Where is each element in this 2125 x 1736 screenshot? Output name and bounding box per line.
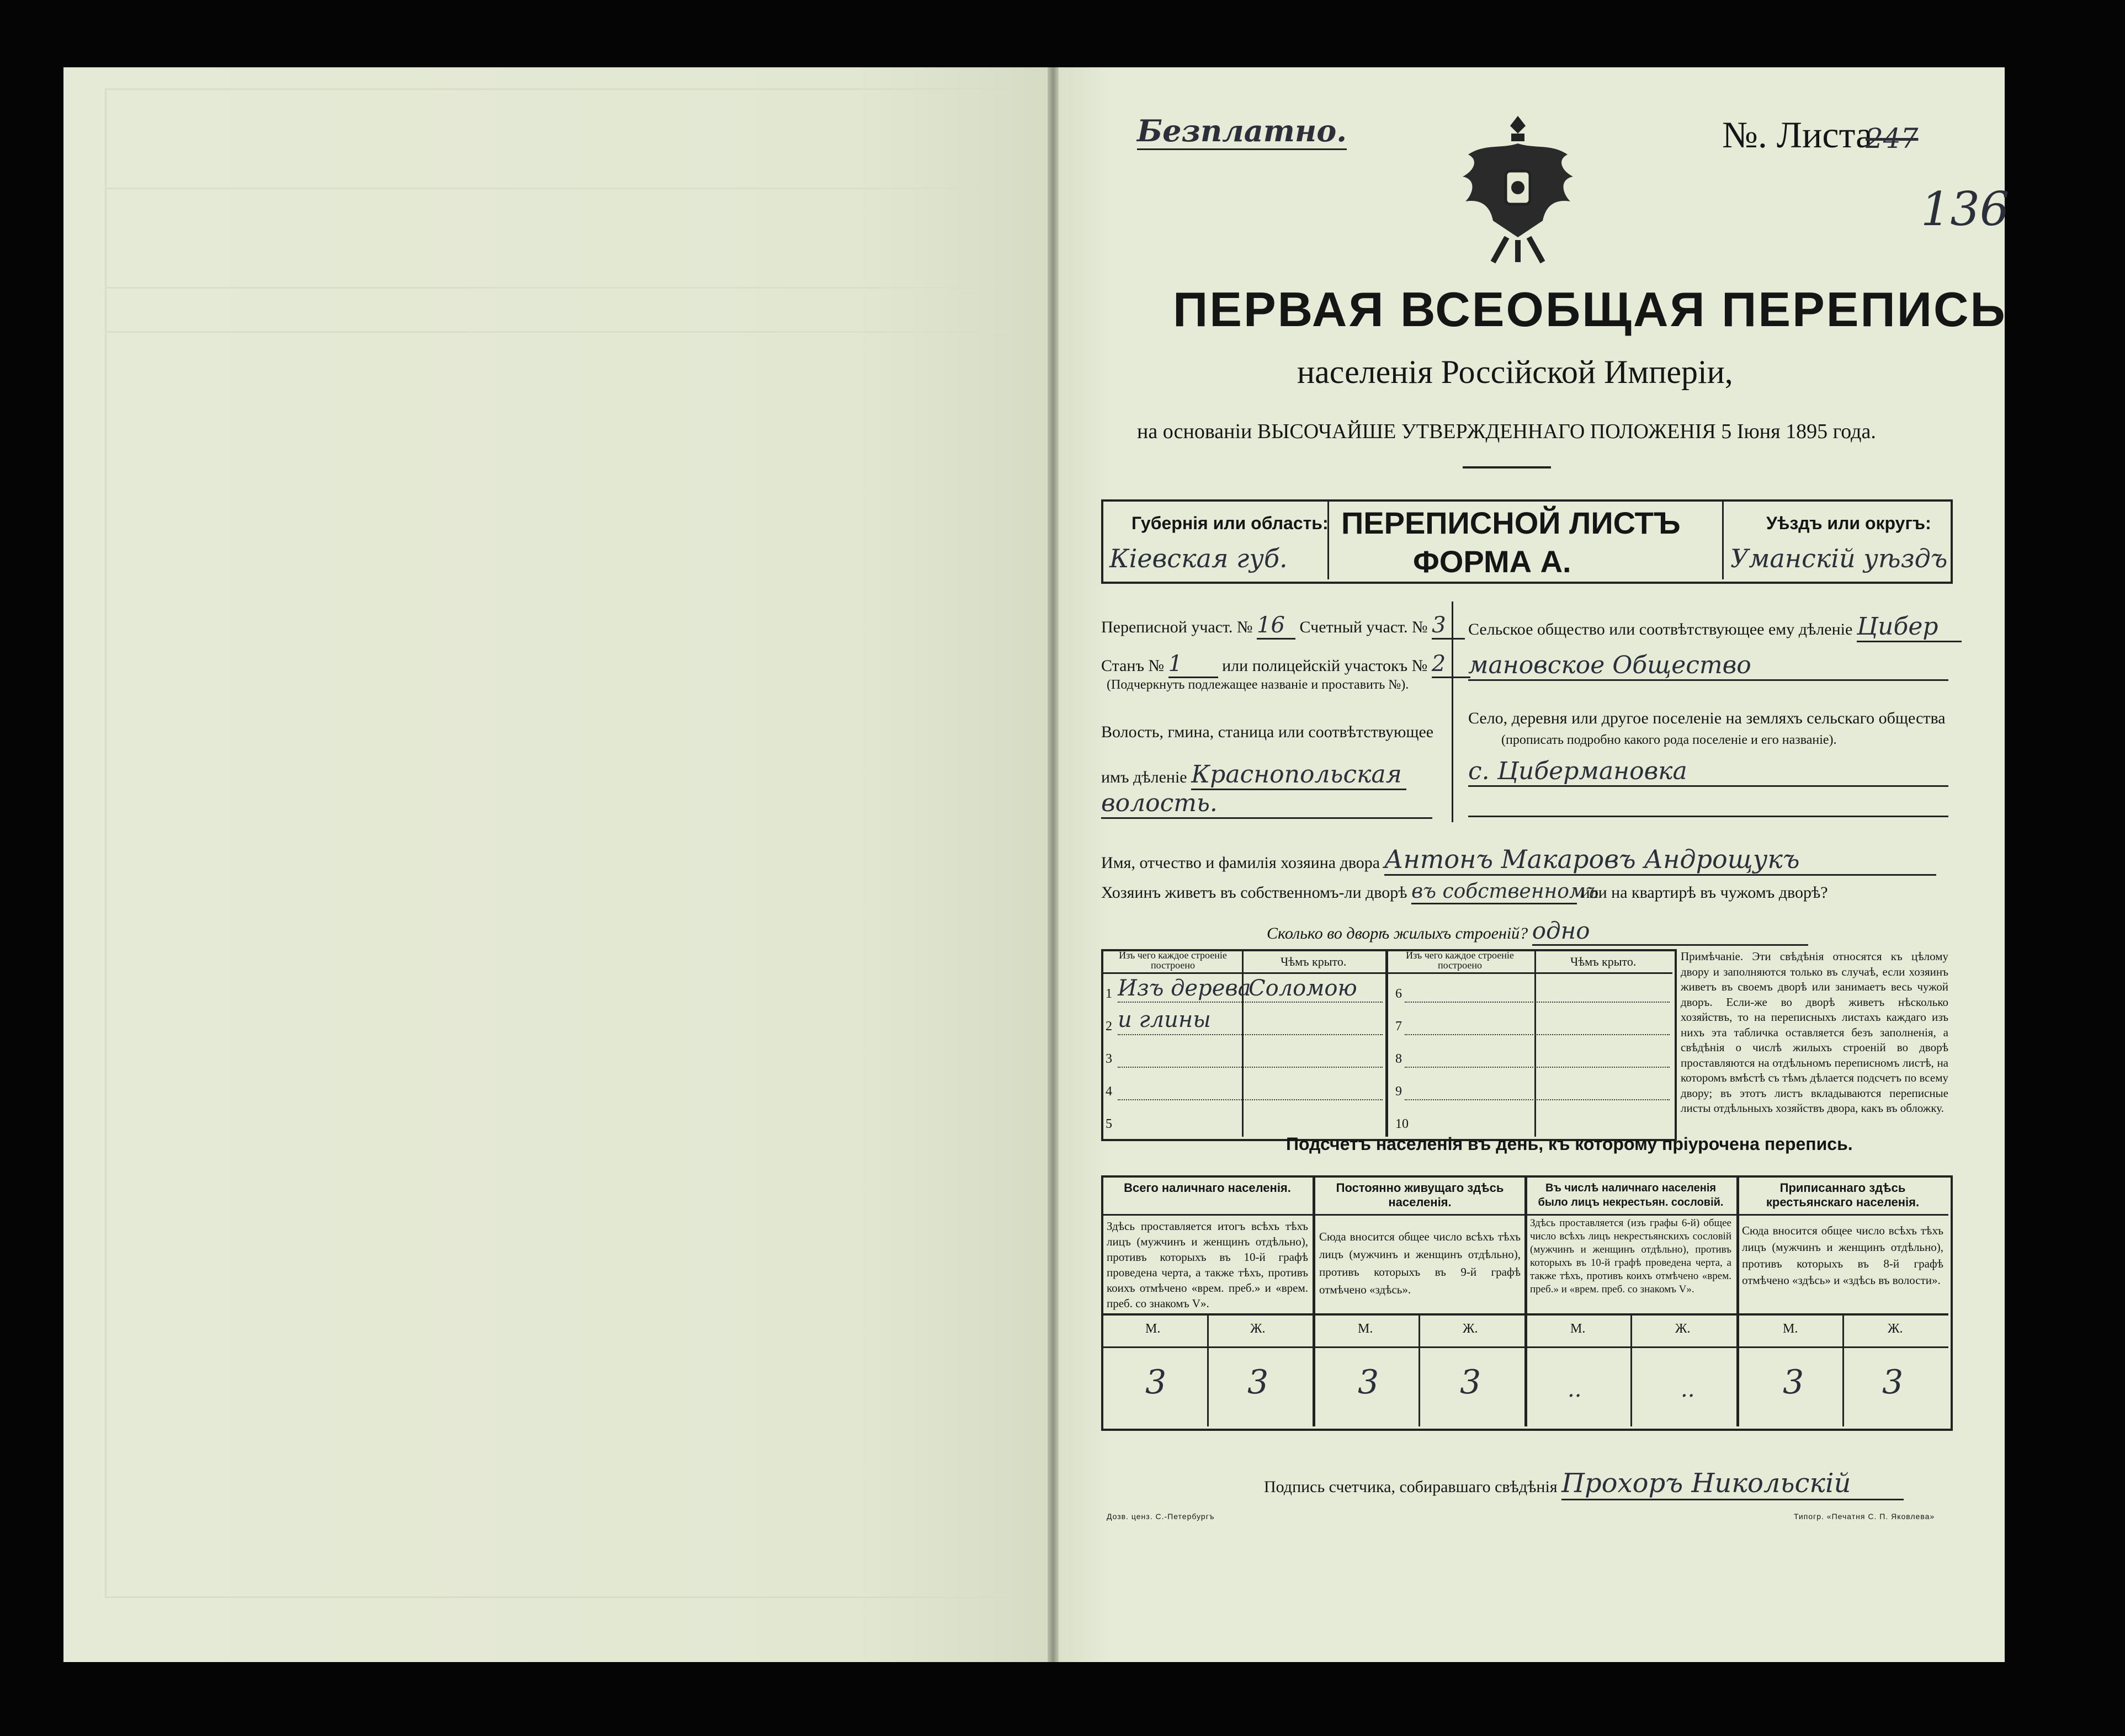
imprint-left: Дозв. ценз. С.-Петербургъ (1107, 1512, 1215, 1521)
group-header-non-peasant: Въ числѣ наличнаго населенія было лицъ некрестьян. сословій. (1538, 1182, 1724, 1208)
row-line (1405, 1034, 1670, 1035)
ornament-divider (1463, 466, 1551, 468)
society-value-line2: мановское Общество (1468, 651, 1948, 681)
group-desc-non-peasant: Здѣсь проставляется (изъ графы 6-й) общее число всѣхъ лицъ некрестьянскихъ сословій (мужчинъ и женщинъ отдѣльно), противъ которыхъ въ 10-й графѣ проведена черта, а также тѣхъ, противъ коихъ отмѣчено «врем. преб.» и «врем. преб. со знакомъ V». (1530, 1217, 1731, 1295)
f-label: Ж. (1675, 1322, 1691, 1336)
owner-name-field: Имя, отчество и фамилія хозяина двора Антонъ Макаровъ Андрощукъ (1101, 844, 1936, 876)
form-letter: ФОРМА А. (1413, 544, 1571, 579)
group-header-registered: Приписаннаго здѣсь крестьянскаго населенія. (1766, 1181, 1920, 1209)
free-label: Безплатно. (1137, 113, 1347, 148)
page-subtitle: населенія Россійской Имперіи, (1297, 354, 1733, 390)
bleed-through-line (105, 287, 1010, 289)
form-title: ПЕРЕПИСНОЙ ЛИСТЪ (1341, 505, 1681, 540)
group-divider (1736, 1175, 1739, 1426)
row-line (1118, 1099, 1383, 1100)
non-peasant-female-value: .. (1681, 1377, 1695, 1402)
registered-male-value: 3 (1783, 1363, 1804, 1402)
imprint-right: Типогр. «Печатня С. П. Яковлева» (1794, 1512, 1935, 1521)
row2-material: и глины (1118, 1007, 1211, 1032)
district-label: Уѣздъ или округъ: (1766, 513, 1931, 533)
group-desc-registered: Сюда вносится общее число всѣхъ тѣхъ лицъ (мужчинъ и женщинъ отдѣльно), противъ которыхъ въ 8-й графѣ отмѣчено «здѣсь» и «здѣсь въ волости». (1742, 1224, 1943, 1287)
col-roof-header-2: Чѣмъ крыто. (1570, 955, 1637, 968)
village-note: (прописать подробно какого рода поселеніе и его названіе). (1501, 733, 1837, 747)
registered-female-value: 3 (1882, 1363, 1904, 1402)
volost-value-line2: волость. (1101, 789, 1432, 819)
col-divider (1534, 949, 1536, 1137)
row-line (1405, 1002, 1670, 1003)
group-header-permanent: Постоянно живущаго здѣсь населенія. (1336, 1181, 1504, 1209)
volost-field: имъ дѣленіе Краснопольская (1101, 760, 1406, 790)
village-label: Село, деревня или другое поселеніе на земляхъ сельскаго общества (1468, 709, 1946, 727)
imperial-eagle-emblem-icon (1452, 110, 1584, 270)
m-label: М. (1358, 1322, 1373, 1336)
count-desc-line (1101, 1313, 1948, 1316)
row1-roof: Соломою (1249, 976, 1357, 1001)
group-desc-permanent: Сюда вносится общее число всѣхъ тѣхъ лицъ (мужчинъ и женщинъ отдѣльно), противъ которыхъ въ 9-й графѣ отмѣчено «здѣсь». (1319, 1230, 1521, 1296)
village-extra-line (1468, 816, 1948, 817)
m-label: М. (1783, 1322, 1798, 1336)
census-district-field: Переписной участ. № 16 Счетный участ. № 3 (1101, 613, 1465, 640)
sheet-number-label: №. Листа (1722, 114, 1873, 156)
count-mf-line (1101, 1346, 1948, 1348)
permanent-female-value: 3 (1460, 1363, 1481, 1402)
divider (1722, 499, 1724, 579)
mf-divider (1419, 1313, 1420, 1426)
group-divider (1524, 1175, 1527, 1426)
district-value: Уманскій уѣздъ (1730, 544, 1948, 573)
col-material-header-2: Изъ чего каждое строеніе построено (1406, 950, 1514, 971)
mf-divider (1630, 1313, 1632, 1426)
row-numbers-left: 1 2 3 4 5 (1106, 987, 1112, 1131)
note-text: Примѣчаніе. Эти свѣдѣнія относятся къ цѣлому двору и заполняются только въ случаѣ, если хозяинъ живетъ въ своемъ дворѣ или занимаетъ весь чужой дворъ. Если-же во дворѣ живетъ нѣсколько хозяйствъ, то на переписныхъ листахъ каждаго изъ нихъ эта табличка оставляется безъ заполненія, а свѣдѣнія о числѣ жилыхъ строеній во дворѣ проставляются на отдѣльномъ переписномъ листѣ, на которомъ вмѣстѣ съ тѣмъ дѣлается подсчетъ по всему двору; въ этотъ листъ вкладываются переписные листы отдѣльныхъ хозяйствъ двора, какъ въ обложку. (1681, 950, 1948, 1115)
group-divider (1313, 1175, 1315, 1426)
non-peasant-male-value: .. (1568, 1377, 1582, 1402)
f-label: Ж. (1463, 1322, 1478, 1336)
f-label: Ж. (1250, 1322, 1266, 1336)
province-value: Кіевская губ. (1109, 544, 1288, 573)
mf-divider (1842, 1313, 1844, 1426)
sheet-number-new: 136 (1921, 182, 2010, 236)
row-line (1118, 1002, 1383, 1003)
count-header-line (1101, 1214, 1948, 1216)
page-title: ПЕРВАЯ ВСЕОБЩАЯ ПЕРЕПИСЬ (1173, 282, 2007, 337)
book-spine (1048, 67, 1059, 1662)
buildings-count-field: Сколько во дворѣ жилыхъ строеній? одно (1267, 917, 1808, 946)
m-label: М. (1570, 1322, 1586, 1336)
total-male-value: 3 (1145, 1363, 1167, 1402)
row-line (1405, 1099, 1670, 1100)
col-material-header: Изъ чего каждое строеніе построено (1119, 950, 1227, 971)
stan-field: Станъ № 1 или полицейскій участокъ № 2 (1101, 651, 1470, 678)
society-field: Сельское общество или соотвѣтствующее ему дѣленіе Цибер (1468, 613, 1962, 642)
decree-line: на основаніи ВЫСОЧАЙШЕ УТВЕРЖДЕННАГО ПОЛОЖЕНІЯ 5 Іюня 1895 года. (1137, 420, 1876, 443)
underline-note: (Подчеркнуть подлежащее названіе и проставить №). (1107, 678, 1409, 692)
bleed-through-line (105, 188, 1010, 189)
bleed-through-line (105, 331, 1010, 333)
sheet-number-struck: 247 (1866, 123, 1919, 155)
total-female-value: 3 (1247, 1363, 1269, 1402)
row-line (1118, 1034, 1383, 1035)
row-numbers-right: 6 7 8 9 10 (1395, 987, 1409, 1131)
bleed-through-table (105, 88, 1013, 1598)
group-header-total: Всего наличнаго населенія. (1124, 1181, 1291, 1195)
f-label: Ж. (1888, 1322, 1903, 1336)
col-divider (1385, 949, 1388, 1137)
village-value: с. Цибермановка (1468, 757, 1948, 787)
permanent-male-value: 3 (1358, 1363, 1379, 1402)
signature-field: Подпись счетчика, собиравшаго свѣдѣнія Прохоръ Никольскій (1264, 1468, 1904, 1500)
residence-field: Хозяинъ живетъ въ собственномъ-ли дворѣ въ собственномъ или на квартирѣ въ чужомъ дворѣ? (1101, 880, 1828, 904)
province-label: Губернія или область: (1131, 513, 1329, 533)
volost-label: Волость, гмина, станица или соотвѣтствующее (1101, 723, 1434, 741)
divider (1327, 499, 1329, 579)
mf-divider (1207, 1313, 1209, 1426)
group-desc-total: Здѣсь проставляется итогъ всѣхъ тѣхъ лицъ (мужчинъ и женщинъ отдѣльно), противъ которыхъ въ 10-й графѣ проведена черта, а также тѣхъ, противъ коихъ отмѣчено «врем. преб.» и «врем. преб. со знакомъ V». (1107, 1220, 1308, 1310)
col-roof-header: Чѣмъ крыто. (1281, 955, 1347, 968)
count-title: Подсчетъ населенія въ день, къ которому пріурочена перепись. (1286, 1134, 1853, 1154)
m-label: М. (1145, 1322, 1161, 1336)
row1-material: Изъ дерева (1118, 976, 1251, 1001)
row-line (1405, 1067, 1670, 1068)
row-line (1118, 1067, 1383, 1068)
